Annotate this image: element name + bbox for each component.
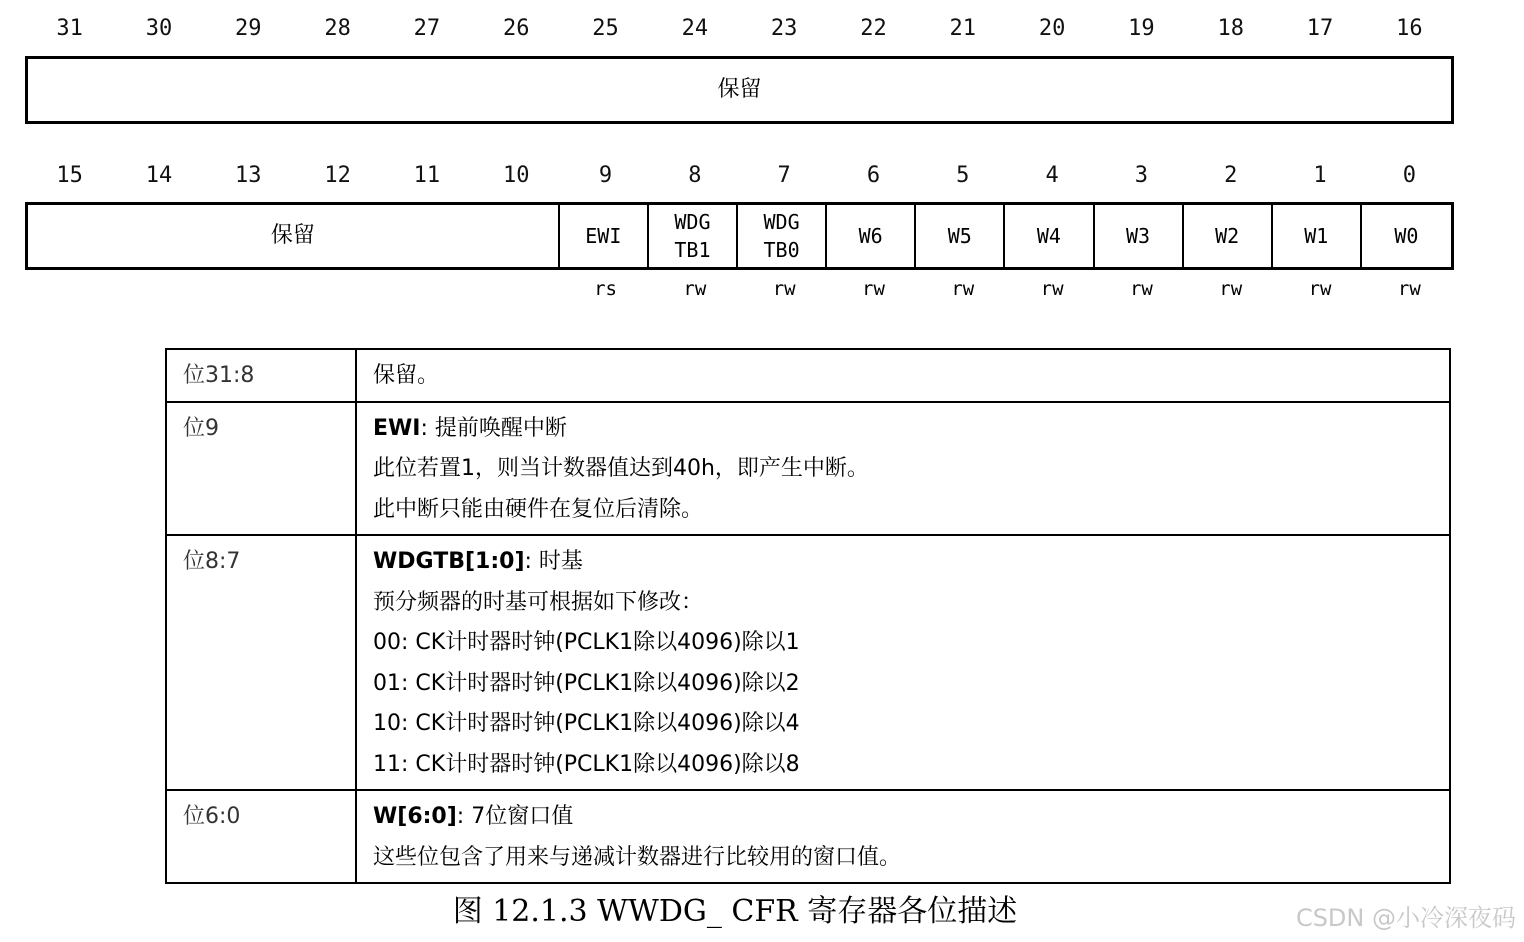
field-title: : 7位窗口值: [456, 804, 574, 829]
field-label: TB1: [674, 238, 711, 262]
register-field: [28, 205, 560, 267]
bit-number: 23: [770, 16, 798, 41]
access-type: rw: [862, 278, 885, 300]
field-label: W5: [947, 224, 972, 248]
bit-number: 18: [1217, 16, 1244, 41]
field-label: W4: [1036, 224, 1061, 248]
bit-description: [356, 790, 1450, 883]
bit-number: 15: [56, 163, 83, 188]
description-line: 此位若置1，则当计数器值达到40h，即产生中断。: [373, 456, 869, 481]
access-type: rw: [1219, 278, 1243, 300]
bit-number: 29: [235, 16, 262, 41]
bit-number: 31: [56, 16, 83, 41]
register-field: [827, 205, 916, 267]
bit-number: 12: [324, 163, 351, 188]
register-field: [560, 205, 649, 267]
access-type: rs: [594, 278, 617, 300]
upper-bit-numbers: [25, 16, 1454, 46]
bit-number: 1: [1313, 163, 1327, 188]
bit-number: 7: [777, 163, 791, 188]
field-label: WDG: [674, 210, 711, 234]
field-name: WDGTB[1:0]: [373, 549, 525, 574]
bit-number: 28: [324, 16, 351, 41]
field-label: W6: [858, 224, 883, 248]
register-field: [916, 205, 1005, 267]
bit-number: 4: [1045, 163, 1059, 188]
field-label: W1: [1304, 224, 1329, 248]
register-field: [1184, 205, 1273, 267]
bit-range: 位31:8: [166, 349, 356, 402]
field-label: WDG: [763, 210, 800, 234]
description-line: 00: CK计时器时钟(PCLK1除以4096)除以1: [373, 630, 800, 655]
bit-number: 19: [1128, 16, 1155, 41]
bit-number: 3: [1134, 163, 1149, 188]
bit-number: 14: [145, 163, 173, 188]
upper-register-row: [25, 56, 1454, 124]
access-type: rw: [1397, 278, 1421, 300]
bit-number: 5: [956, 163, 970, 188]
bit-number: 25: [592, 16, 619, 41]
field-title: : 时基: [524, 549, 583, 574]
access-type: rw: [772, 278, 796, 300]
bit-description: [356, 402, 1450, 536]
bit-number: 9: [598, 163, 613, 188]
bit-number: 20: [1038, 16, 1066, 41]
bit-description: [356, 349, 1450, 402]
field-title: : 提前唤醒中断: [420, 415, 567, 441]
access-type: rw: [1129, 278, 1153, 300]
bit-number: 24: [681, 16, 709, 41]
bit-range: 位9: [166, 402, 356, 536]
bit-number: 17: [1306, 16, 1334, 41]
register-field: [1362, 205, 1451, 267]
register-field: [738, 205, 827, 267]
bit-description: [356, 535, 1450, 790]
register-field: [1005, 205, 1094, 267]
bit-number: 0: [1402, 163, 1416, 188]
description-line: 01: CK计时器时钟(PCLK1除以4096)除以2: [373, 670, 800, 696]
register-field: [649, 205, 738, 267]
description-line: 此中断只能由硬件在复位后清除。: [373, 496, 704, 522]
description-line: 预分频器的时基可根据如下修改：: [373, 589, 704, 615]
bit-number: 16: [1396, 16, 1423, 41]
bit-number: 11: [413, 163, 441, 188]
description-line: 这些位包含了用来与递减计数器进行比较用的窗口值。: [373, 844, 902, 870]
field-name: EWI: [373, 415, 421, 441]
field-label: 保留: [717, 76, 762, 102]
bit-number: 13: [235, 163, 262, 188]
lower-register-row: [25, 202, 1454, 270]
bit-number: 10: [502, 163, 530, 188]
access-type: rw: [683, 278, 707, 300]
field-label: TB0: [763, 238, 800, 262]
field-label: W2: [1215, 224, 1240, 248]
lower-bit-numbers: [25, 163, 1454, 193]
description-line: 10: CK计时器时钟(PCLK1除以4096)除以4: [373, 711, 800, 736]
table-row: [166, 535, 1450, 790]
field-heading: [373, 409, 1435, 450]
bit-number: 6: [866, 163, 881, 188]
bit-number: 21: [949, 16, 977, 41]
field-heading: [373, 797, 1435, 838]
table-row: [166, 402, 1450, 536]
bit-number: 2: [1224, 163, 1238, 188]
register-field: [28, 59, 1451, 121]
bit-number: 30: [145, 16, 173, 41]
description-line: 11: CK计时器时钟(PCLK1除以4096)除以8: [373, 751, 800, 777]
access-types: [25, 278, 1454, 304]
figure-caption: 图 12.1.3 WWDG_ CFR 寄存器各位描述: [452, 894, 1018, 929]
bit-number: 26: [502, 16, 530, 41]
watermark: CSDN @小冷深夜码: [1295, 904, 1516, 932]
bit-number: 8: [688, 163, 702, 188]
field-label: W0: [1394, 224, 1419, 248]
access-type: rw: [1040, 278, 1064, 300]
bit-number: 27: [413, 16, 441, 41]
field-label: 保留: [270, 222, 315, 248]
description-line: 保留。: [373, 363, 440, 388]
access-type: rw: [951, 278, 975, 300]
bit-range: 位6:0: [166, 790, 356, 883]
table-row: [166, 349, 1450, 402]
field-label: EWI: [585, 224, 622, 248]
table-row: [166, 790, 1450, 883]
field-heading: [373, 542, 1435, 583]
register-field: [1273, 205, 1362, 267]
field-name: W[6:0]: [373, 804, 457, 829]
register-field: [1095, 205, 1184, 267]
field-label: W3: [1126, 224, 1151, 248]
access-type: rw: [1308, 278, 1332, 300]
bit-number: 22: [860, 16, 887, 41]
bit-description-table: [165, 348, 1451, 884]
bit-range: 位8:7: [166, 535, 356, 790]
